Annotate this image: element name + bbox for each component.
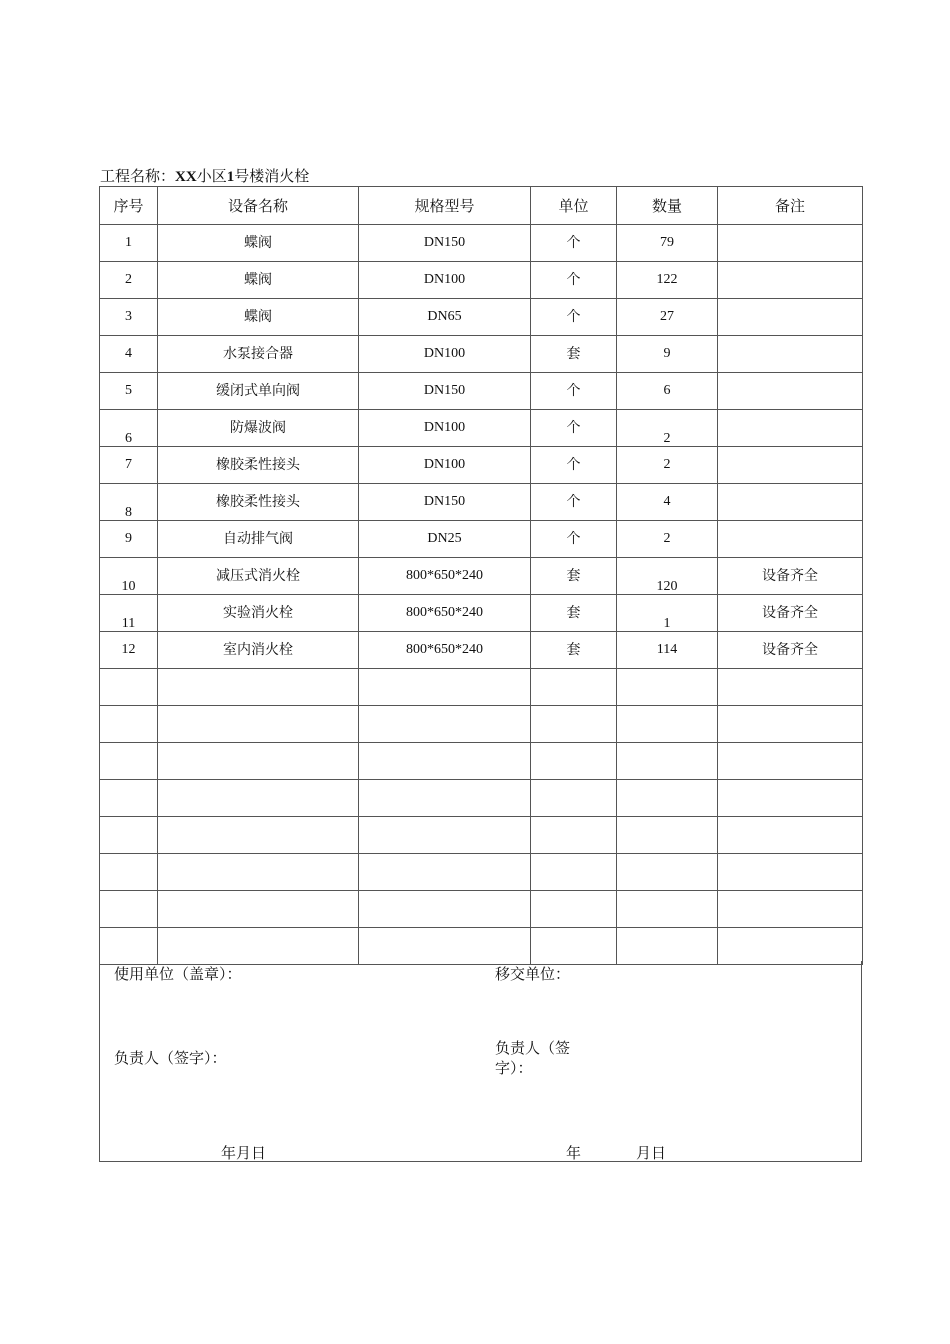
empty-cell <box>718 891 863 928</box>
empty-cell <box>531 706 617 743</box>
cell-note: 设备齐全 <box>718 558 863 595</box>
empty-cell <box>100 706 158 743</box>
empty-cell <box>100 891 158 928</box>
signature-section <box>99 961 862 1162</box>
table-row <box>100 336 863 373</box>
empty-cell <box>359 928 531 965</box>
table-row <box>100 373 863 410</box>
empty-cell <box>158 854 359 891</box>
col-header-unit: 单位 <box>531 187 617 225</box>
cell-no: 2 <box>100 262 158 299</box>
cell-qty: 2 <box>617 410 718 447</box>
empty-row <box>100 780 863 817</box>
transfer-unit-label: 移交单位： <box>495 965 571 983</box>
cell-unit: 个 <box>531 484 617 521</box>
empty-cell <box>617 817 718 854</box>
empty-cell <box>617 891 718 928</box>
empty-cell <box>100 854 158 891</box>
cell-name: 实验消火栓 <box>158 595 359 632</box>
cell-unit: 个 <box>531 262 617 299</box>
empty-cell <box>100 669 158 706</box>
cell-unit: 套 <box>531 558 617 595</box>
empty-cell <box>100 817 158 854</box>
empty-cell <box>718 817 863 854</box>
col-header-no: 序号 <box>100 187 158 225</box>
cell-note: 设备齐全 <box>718 632 863 669</box>
col-header-qty: 数量 <box>617 187 718 225</box>
cell-name: 橡胶柔性接头 <box>158 484 359 521</box>
empty-cell <box>100 928 158 965</box>
cell-name: 缓闭式单向阀 <box>158 373 359 410</box>
empty-cell <box>531 817 617 854</box>
cell-note <box>718 225 863 262</box>
project-name-label: 工程名称： <box>100 167 176 185</box>
cell-no: 5 <box>100 373 158 410</box>
cell-unit: 个 <box>531 447 617 484</box>
table-row <box>100 262 863 299</box>
cell-no: 10 <box>100 558 158 595</box>
cell-spec: 800*650*240 <box>359 558 531 595</box>
empty-row <box>100 706 863 743</box>
empty-cell <box>617 928 718 965</box>
empty-cell <box>718 743 863 780</box>
cell-no: 12 <box>100 632 158 669</box>
empty-row <box>100 743 863 780</box>
cell-name: 自动排气阀 <box>158 521 359 558</box>
table-row <box>100 410 863 447</box>
cell-name: 橡胶柔性接头 <box>158 447 359 484</box>
cell-qty: 122 <box>617 262 718 299</box>
table-header-row <box>100 187 863 225</box>
cell-spec: DN100 <box>359 447 531 484</box>
empty-cell <box>100 780 158 817</box>
cell-name: 水泵接合器 <box>158 336 359 373</box>
empty-cell <box>359 780 531 817</box>
cell-note <box>718 484 863 521</box>
table-row <box>100 447 863 484</box>
cell-unit: 个 <box>531 299 617 336</box>
cell-qty: 2 <box>617 447 718 484</box>
empty-cell <box>100 743 158 780</box>
cell-note: 设备齐全 <box>718 595 863 632</box>
cell-note <box>718 336 863 373</box>
cell-no: 4 <box>100 336 158 373</box>
cell-spec: 800*650*240 <box>359 595 531 632</box>
cell-note <box>718 410 863 447</box>
table-row <box>100 558 863 595</box>
cell-qty: 114 <box>617 632 718 669</box>
empty-cell <box>158 706 359 743</box>
cell-unit: 个 <box>531 410 617 447</box>
cell-qty: 1 <box>617 595 718 632</box>
cell-note <box>718 521 863 558</box>
cell-spec: DN150 <box>359 225 531 262</box>
cell-spec: DN100 <box>359 410 531 447</box>
cell-qty: 4 <box>617 484 718 521</box>
cell-spec: DN25 <box>359 521 531 558</box>
cell-spec: DN150 <box>359 484 531 521</box>
col-header-name: 设备名称 <box>158 187 359 225</box>
table-row <box>100 299 863 336</box>
date-right-month-day: 月日 <box>636 1144 667 1162</box>
cell-note <box>718 447 863 484</box>
cell-qty: 9 <box>617 336 718 373</box>
date-left: 年月日 <box>221 1144 267 1162</box>
cell-no: 6 <box>100 410 158 447</box>
empty-cell <box>359 854 531 891</box>
cell-spec: DN150 <box>359 373 531 410</box>
empty-cell <box>158 928 359 965</box>
cell-spec: DN100 <box>359 336 531 373</box>
empty-row <box>100 817 863 854</box>
empty-cell <box>531 743 617 780</box>
empty-cell <box>158 743 359 780</box>
cell-unit: 套 <box>531 595 617 632</box>
cell-qty: 79 <box>617 225 718 262</box>
empty-cell <box>531 854 617 891</box>
empty-cell <box>617 669 718 706</box>
empty-cell <box>531 780 617 817</box>
cell-qty: 27 <box>617 299 718 336</box>
person-left-label: 负责人（签字）： <box>114 1049 227 1067</box>
table-row <box>100 225 863 262</box>
empty-row <box>100 854 863 891</box>
empty-cell <box>531 669 617 706</box>
empty-cell <box>359 669 531 706</box>
empty-cell <box>617 854 718 891</box>
cell-name: 减压式消火栓 <box>158 558 359 595</box>
cell-no: 9 <box>100 521 158 558</box>
cell-no: 7 <box>100 447 158 484</box>
cell-name: 蝶阀 <box>158 299 359 336</box>
cell-note <box>718 299 863 336</box>
project-name-line <box>100 166 309 187</box>
table-row <box>100 521 863 558</box>
empty-cell <box>718 854 863 891</box>
cell-spec: 800*650*240 <box>359 632 531 669</box>
empty-cell <box>617 743 718 780</box>
empty-cell <box>359 743 531 780</box>
col-header-note: 备注 <box>718 187 863 225</box>
empty-cell <box>531 928 617 965</box>
cell-name: 蝶阀 <box>158 225 359 262</box>
cell-name: 室内消火栓 <box>158 632 359 669</box>
project-name-suffix: 号楼消火栓 <box>234 167 310 185</box>
table-row <box>100 484 863 521</box>
project-name-number: 1 <box>226 169 235 185</box>
cell-name: 防爆波阀 <box>158 410 359 447</box>
cell-unit: 个 <box>531 373 617 410</box>
person-right-label-line1: 负责人（签 <box>495 1039 571 1057</box>
cell-unit: 个 <box>531 225 617 262</box>
cell-spec: DN100 <box>359 262 531 299</box>
empty-cell <box>617 706 718 743</box>
empty-cell <box>718 780 863 817</box>
empty-cell <box>158 817 359 854</box>
empty-cell <box>718 706 863 743</box>
cell-spec: DN65 <box>359 299 531 336</box>
project-name-prefix: XX <box>175 169 197 185</box>
project-name-mid: 小区 <box>196 167 227 185</box>
cell-no: 3 <box>100 299 158 336</box>
cell-qty: 2 <box>617 521 718 558</box>
user-unit-label: 使用单位（盖章）： <box>114 965 242 983</box>
cell-no: 11 <box>100 595 158 632</box>
empty-cell <box>531 891 617 928</box>
empty-cell <box>718 928 863 965</box>
empty-row <box>100 669 863 706</box>
cell-qty: 120 <box>617 558 718 595</box>
date-right-year: 年 <box>566 1144 582 1162</box>
empty-cell <box>158 669 359 706</box>
table-row <box>100 595 863 632</box>
cell-unit: 个 <box>531 521 617 558</box>
empty-cell <box>158 891 359 928</box>
empty-cell <box>359 817 531 854</box>
empty-row <box>100 891 863 928</box>
table-row <box>100 632 863 669</box>
cell-unit: 套 <box>531 632 617 669</box>
empty-cell <box>718 669 863 706</box>
empty-cell <box>158 780 359 817</box>
empty-cell <box>617 780 718 817</box>
cell-note <box>718 373 863 410</box>
empty-cell <box>359 891 531 928</box>
cell-note <box>718 262 863 299</box>
person-right-label-line2: 字）： <box>495 1059 533 1077</box>
cell-no: 8 <box>100 484 158 521</box>
col-header-spec: 规格型号 <box>359 187 531 225</box>
cell-name: 蝶阀 <box>158 262 359 299</box>
equipment-table <box>99 186 863 965</box>
empty-cell <box>359 706 531 743</box>
cell-no: 1 <box>100 225 158 262</box>
cell-qty: 6 <box>617 373 718 410</box>
empty-row <box>100 928 863 965</box>
cell-unit: 套 <box>531 336 617 373</box>
